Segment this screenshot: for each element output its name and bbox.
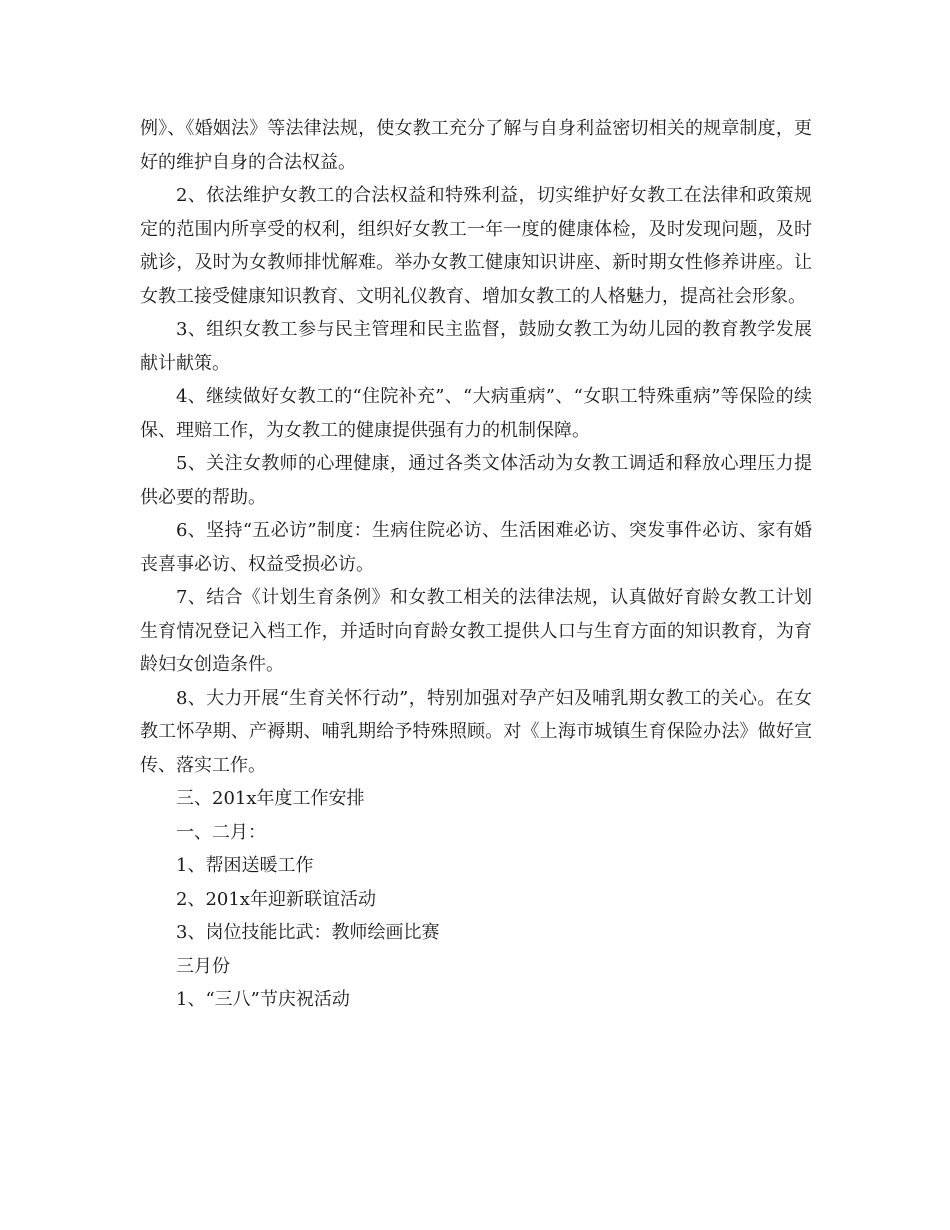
document-body [140,112,812,1017]
section-heading: 三、201x年度工作安排 [176,788,365,809]
month-heading-march: 三月份 [176,955,230,977]
paragraph-item-5: 5、关注女教师的心理健康，通过各类文体活动为女教工调适和释放心理压力提供必要的帮助。 [140,453,812,508]
schedule-item: 2、201x年迎新联谊活动 [176,888,376,910]
schedule-item: 1、帮困送暖工作 [176,855,314,876]
schedule-item: 1、“三八”节庆祝活动 [176,989,350,1010]
paragraph-item-3: 3、组织女教工参与民主管理和民主监督，鼓励女教工为幼儿园的教育教学发展献计献策。 [140,319,812,374]
paragraph-item-2: 2、依法维护女教工的合法权益和特殊利益，切实维护好女教工在法律和政策规定的范围内所享受的权利，组织好女教工一年一度的健康体检，及时发现问题，及时就诊，及时为女教师排忧解难。举办女教工健康知识讲座、新时期女性修养讲座。让女教工接受健康知识教育、文明礼仪教育、增加女教工的人格魅力，提高社会形象。 [140,185,812,307]
paragraph-item-4: 4、继续做好女教工的“住院补充”、“大病重病”、“女职工特殊重病”等保险的续保、理赔工作，为女教工的健康提供强有力的机制保障。 [140,386,812,441]
schedule-item: 3、岗位技能比武：教师绘画比赛 [176,922,440,943]
paragraph-item-6: 6、坚持“五必访”制度：生病住院必访、生活困难必访、突发事件必访、家有婚丧喜事必访、权益受损必访。 [140,520,812,575]
paragraph-item-7: 7、结合《计划生育条例》和女教工相关的法律法规，认真做好育龄女教工计划生育情况登记入档工作，并适时向育龄女教工提供人口与生育方面的知识教育，为育龄妇女创造条件。 [140,587,812,675]
paragraph-continuation: 例》、《婚姻法》等法律法规，使女教工充分了解与自身利益密切相关的规章制度，更好的维护自身的合法权益。 [140,118,812,173]
month-heading-jan-feb: 一、二月： [176,821,266,843]
paragraph-item-8: 8、大力开展“生育关怀行动”，特别加强对孕产妇及哺乳期女教工的关心。在女教工怀孕期、产褥期、哺乳期给予特殊照顾。对《上海市城镇生育保险办法》做好宣传、落实工作。 [140,687,812,776]
